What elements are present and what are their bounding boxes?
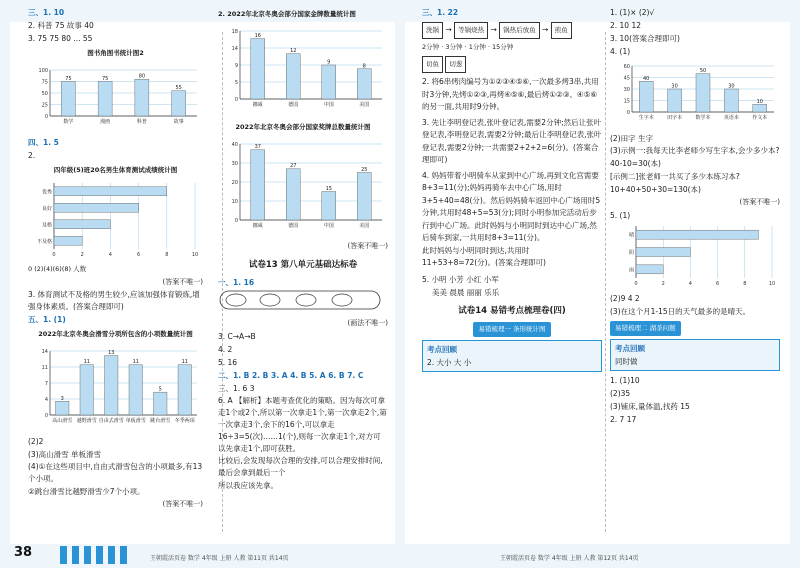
chart-title: 2. 2022年北京冬奥会部分国家金牌数量统计图	[218, 10, 356, 18]
x-tick-label: 自由式滑雪	[98, 418, 124, 424]
y-tick-label: 晴	[628, 232, 634, 239]
answer: 美美 晨晨 丽丽 乐乐	[432, 287, 500, 297]
bar	[286, 54, 300, 99]
y-tick-label: 阴	[628, 250, 634, 256]
chart-weather	[610, 222, 780, 288]
x-tick-label: 数学本	[695, 115, 711, 121]
answer: 一、1. 16	[218, 278, 255, 287]
flow-box: 切鱼	[422, 56, 443, 73]
bar	[154, 392, 167, 415]
chart-books	[28, 62, 203, 132]
section-tag: 易错梳理一 条形统计图	[473, 322, 550, 337]
answer: 2. 10 12	[610, 21, 642, 30]
flow-box: 锅热后放鱼	[499, 22, 540, 39]
answer: 2.	[28, 151, 36, 160]
answer: 1. (1)10	[610, 376, 640, 385]
x-tick-label: 挪威	[252, 223, 263, 229]
answer: 2. 科普 75 故事 40	[28, 21, 94, 30]
bar	[322, 65, 336, 99]
answer: (2)田字 生字	[610, 134, 654, 143]
x-tick-label: 德国	[288, 102, 299, 108]
bar	[668, 89, 682, 112]
x-tick-label: 0	[52, 252, 56, 258]
page-number: 38	[14, 545, 33, 560]
note: (答案不唯一)	[347, 242, 388, 250]
footer-right: 王朝霞活页卷 数学 4年级 上册 人教 第12页 共14页	[500, 555, 639, 562]
x-tick-label: 美国	[359, 223, 370, 229]
answer: 五、1. (1)	[28, 315, 66, 324]
x-tick-label: 8	[165, 252, 169, 258]
chart-notebooks	[610, 58, 780, 128]
data-label: 75	[101, 76, 109, 82]
column-3	[422, 6, 602, 375]
x-tick-label: 冬季两项	[174, 418, 195, 424]
bottom-tabs	[60, 546, 180, 566]
bar	[135, 79, 149, 116]
answer: 0 (2)(4)(6)(8) 人数	[28, 265, 87, 273]
data-label: 11	[181, 359, 188, 366]
answer: 3. 75 75 80 ... 55	[28, 34, 93, 43]
chart-title: 2022年北京冬奥会滑雪分项所包含的小项数量统计图	[38, 330, 193, 338]
x-tick-label: 英语本	[723, 115, 739, 121]
note: (答案不唯一)	[162, 278, 203, 286]
bar	[129, 365, 142, 415]
answer: 此时妈妈与小明同时到达,共用时11+53+8=72(分)。(答案合理即可)	[422, 245, 546, 267]
review-answer: 2. 大小 大 小	[427, 357, 472, 367]
y-tick-label: 15	[623, 98, 630, 105]
answer: 二、1. B 2. B 3. A 4. B 5. A 6. B 7. C	[218, 371, 364, 380]
y-tick-label: 7	[44, 381, 48, 387]
y-tick-label: 良好	[41, 205, 52, 212]
chart-title: 2022年北京冬奥会部分国家奖牌总数量统计图	[235, 123, 371, 131]
x-tick-label: 科普	[136, 119, 147, 125]
data-label: 3	[60, 395, 64, 402]
x-tick-label: 中国	[323, 102, 334, 108]
data-label: 15	[325, 186, 332, 192]
answer: (3)在这个月1-15日的天气最多的是晴天。	[610, 307, 751, 316]
y-tick-label: 0	[626, 110, 630, 116]
chart-fitness	[28, 179, 203, 259]
y-tick-label: 0	[44, 413, 48, 419]
bar	[753, 104, 767, 112]
y-tick-label: 雨	[628, 267, 634, 274]
data-label: 40	[643, 75, 650, 82]
x-tick-label: 生字本	[638, 115, 654, 121]
y-tick-label: 0	[234, 97, 238, 103]
exam-title: 试卷13 第八单元基础达标卷	[248, 260, 358, 270]
answer: (3)高山滑雪 单板滑雪	[28, 450, 102, 459]
column-1	[28, 6, 203, 511]
answer: 4. (1)	[610, 47, 631, 56]
y-tick-label: 及格	[41, 222, 52, 229]
data-label: 9	[327, 59, 331, 66]
data-label: 27	[290, 163, 297, 170]
note: (答案不唯一)	[739, 198, 780, 206]
bar	[61, 82, 75, 117]
answer: 5. (1)	[610, 211, 631, 220]
y-tick-label: 25	[41, 102, 48, 109]
y-tick-label: 14	[41, 349, 48, 355]
flow-diagram	[218, 289, 388, 313]
bar	[696, 74, 710, 112]
bar	[105, 356, 118, 415]
answer: 3. 体育测试不及格的男生较少,应该加强体育锻炼,增强身体素质。(答案合理即可)	[28, 290, 200, 311]
note: (画法不唯一)	[347, 319, 388, 327]
answer: 3. C→A→B	[218, 332, 256, 341]
bar	[357, 173, 371, 221]
flow-time: 1分钟	[468, 43, 486, 51]
y-tick-label: 0	[234, 218, 238, 224]
data-label: 55	[175, 85, 182, 92]
answer: 2. 7 17	[610, 415, 637, 424]
x-tick-label: 漫画	[100, 119, 111, 125]
x-tick-label: 高山滑雪	[52, 418, 73, 424]
answer: (3)示例一:我每天比李老师少写生字本,会少多少本?	[610, 146, 780, 155]
y-tick-label: 14	[231, 46, 238, 52]
answer: [示例二]张老师一共买了多少本练习本?	[610, 172, 740, 181]
data-label: 30	[671, 83, 678, 90]
y-tick-label: 45	[623, 75, 630, 82]
y-tick-label: 20	[231, 180, 238, 186]
x-tick-label: 故事	[173, 119, 184, 125]
data-label: 16	[254, 33, 261, 40]
bar	[357, 69, 371, 99]
answer: 10+40+50+30=130(本)	[610, 185, 701, 194]
answer: 5. 小明 小芳 小红 小军	[422, 274, 499, 284]
bar	[54, 236, 82, 245]
exam-title: 试卷14 易错考点梳理卷(四)	[458, 305, 566, 316]
answer: (4)①在这些项目中,自由式滑雪包含的小项最多,有13个小项。	[28, 462, 203, 483]
answer: 三、1. 6 3	[218, 384, 255, 393]
bar	[172, 91, 186, 116]
section-tag: 易错梳理二 湖茶问题	[610, 321, 681, 336]
x-tick-label: 0	[634, 281, 638, 287]
data-label: 12	[290, 48, 297, 55]
x-tick-label: 跳台滑雪	[150, 418, 171, 424]
answer: 4. 妈妈带着小明骑车从家到中心广场,再到文化宫需要8+3=11(分);妈妈再骑车去中心广场,用时3+5+40=48(分)。然后妈妈骑车返回中心广场用时5分钟,共用时48+5=53(分);同时小明参加完活动后步行到中心广场。此时妈妈与小明同时到达中心广场,然后骑车到家,一共用时8+3=11(分)。	[422, 170, 601, 242]
column-divider	[605, 32, 606, 532]
answer: 2. 将6串烤肉编号为①②③④⑤⑥,一次最多烤3串,共用时3分钟,先烤①②③,再烤④⑤⑥,最后烤①②③、④⑤⑥的另一面,共用时9分钟。	[422, 77, 599, 111]
flow-time: 15分钟	[492, 43, 514, 51]
x-tick-label: 6	[716, 281, 720, 287]
answer: 三、1. 10	[28, 8, 65, 17]
answer: (2)9 4 2	[610, 294, 640, 303]
y-tick-label: 9	[234, 63, 238, 69]
x-tick-label: 挪威	[252, 102, 263, 108]
column-2	[218, 6, 388, 492]
y-tick-label: 10	[231, 199, 238, 205]
data-label: 13	[108, 350, 115, 357]
y-tick-label: 60	[623, 64, 630, 70]
note: (答案不唯一)	[162, 500, 203, 508]
data-label: 30	[728, 83, 735, 90]
x-tick-label: 美国	[359, 102, 370, 108]
bar	[724, 89, 738, 112]
bar	[636, 230, 758, 239]
answer: 三、1. 22	[422, 8, 459, 17]
x-tick-label: 数学	[63, 119, 74, 125]
bar	[636, 248, 690, 257]
bar	[54, 187, 167, 196]
answer: 40-10=30(本)	[610, 159, 661, 168]
answer: 6. A 【解析】本题考查优化的策略。因为每次可拿走1个或2个,所以第一次拿走1个,第一次拿走2个,第一次拿走3个,余下的16个,可以拿走16÷3=5(次)……1(个),则每一次拿走1个,对方可以先拿走1个,即可获胜。	[218, 396, 387, 453]
y-tick-label: 100	[38, 68, 48, 74]
bar	[80, 365, 93, 415]
bar	[98, 82, 112, 117]
data-label: 11	[132, 359, 139, 366]
x-tick-label: 4	[688, 281, 692, 287]
flow-time: 2分钟	[422, 43, 440, 51]
bar	[251, 150, 265, 220]
y-tick-label: 0	[44, 114, 48, 120]
answer: 比较后,会发现每次合理的安排,可以合理安排时间,最后会拿到最后一个	[218, 456, 383, 477]
x-tick-label: 单板滑雪	[125, 418, 146, 424]
y-tick-label: 75	[41, 79, 48, 86]
flow-box: 洗锅	[422, 22, 443, 39]
answer: ②跳台滑雪比越野滑雪少7个小项。	[28, 487, 145, 496]
answer: 所以我应该先拿。	[218, 481, 278, 490]
answer: 3. 先让李明登记表,张叶登记表,需要2分钟;然后让张叶登记表,李明登记表,需要2分钟;最后让李明登记表,张叶登记表,需要2分钟;一共需要2+2+2=6(分)。(答案合理即可)	[422, 117, 602, 164]
flow-time: 3分钟	[445, 43, 463, 51]
y-tick-label: 优秀	[41, 189, 52, 196]
flow-box: 切葱	[445, 56, 466, 73]
x-tick-label: 作文本	[752, 115, 768, 121]
x-tick-label: 8	[743, 281, 747, 287]
flow-box: 等锅烧热	[454, 22, 488, 39]
data-label: 10	[756, 98, 763, 105]
answer: (2)35	[610, 389, 631, 398]
x-tick-label: 德国	[288, 223, 299, 229]
chart-title: 四年级(5)班20名男生体育测试成绩统计图	[53, 166, 178, 174]
y-tick-label: 11	[41, 365, 48, 371]
bar	[639, 81, 653, 112]
bar	[56, 401, 69, 415]
bar	[322, 192, 336, 221]
review-answer: 同时做	[615, 357, 638, 366]
y-tick-label: 30	[231, 161, 238, 167]
chart-medals	[218, 136, 388, 236]
flow-box: 煎鱼	[551, 22, 572, 39]
bar	[251, 39, 265, 99]
x-tick-label: 2	[80, 252, 84, 258]
x-tick-label: 田字本	[667, 115, 683, 121]
data-label: 50	[699, 68, 707, 75]
column-4	[610, 6, 780, 426]
answer: 四、1. 5	[28, 138, 59, 147]
data-label: 25	[361, 167, 368, 173]
x-tick-label: 4	[108, 252, 112, 258]
data-label: 5	[158, 386, 162, 393]
answer: 1. (1)× (2)√	[610, 8, 655, 17]
x-tick-label: 10	[768, 281, 776, 287]
data-label: 37	[254, 144, 261, 151]
y-tick-label: 50	[41, 91, 48, 97]
y-tick-label: 不及格	[36, 238, 52, 245]
bar	[54, 203, 139, 212]
x-tick-label: 中国	[323, 223, 334, 229]
data-label: 11	[83, 359, 90, 366]
bar	[286, 169, 300, 220]
data-label: 75	[65, 76, 72, 82]
y-tick-label: 18	[231, 29, 238, 35]
x-tick-label: 10	[191, 252, 199, 258]
answer: 4. 2	[218, 345, 233, 354]
y-tick-label: 5	[234, 80, 238, 86]
chart-title: 图书角图书统计图2	[87, 49, 144, 57]
answer: 5. 16	[218, 358, 238, 367]
answer: (3)铺床,量体温,找药 15	[610, 402, 690, 411]
y-tick-label: 4	[44, 397, 48, 403]
x-tick-label: 越野滑雪	[76, 418, 97, 424]
review-title: 考点回顾	[427, 344, 457, 354]
x-tick-label: 2	[661, 281, 665, 287]
bar	[54, 220, 110, 229]
review-box	[422, 340, 602, 372]
chart-skiing	[28, 343, 203, 431]
y-tick-label: 30	[623, 87, 630, 93]
flow-chart: 洗锅 → 等锅烧热 → 锅热后放鱼 → 煎鱼 2分钟 · 3分钟 · 1分钟 · 15分钟 切鱼 切葱	[422, 22, 602, 73]
bar	[636, 265, 663, 274]
data-label: 8	[362, 63, 366, 70]
answer: 3. 10(答案合理即可)	[610, 34, 680, 43]
y-tick-label: 40	[231, 142, 238, 148]
x-tick-label: 6	[137, 252, 141, 258]
answer: (2)2	[28, 437, 44, 446]
footer-left: 王朝霞活页卷 数学 4年级 上册 人教 第11页 共14页	[150, 555, 289, 562]
review-title: 考点回顾	[615, 344, 645, 353]
data-label: 80	[138, 73, 146, 80]
chart-gold	[218, 23, 388, 115]
bar	[178, 365, 191, 415]
review-box	[610, 339, 780, 371]
